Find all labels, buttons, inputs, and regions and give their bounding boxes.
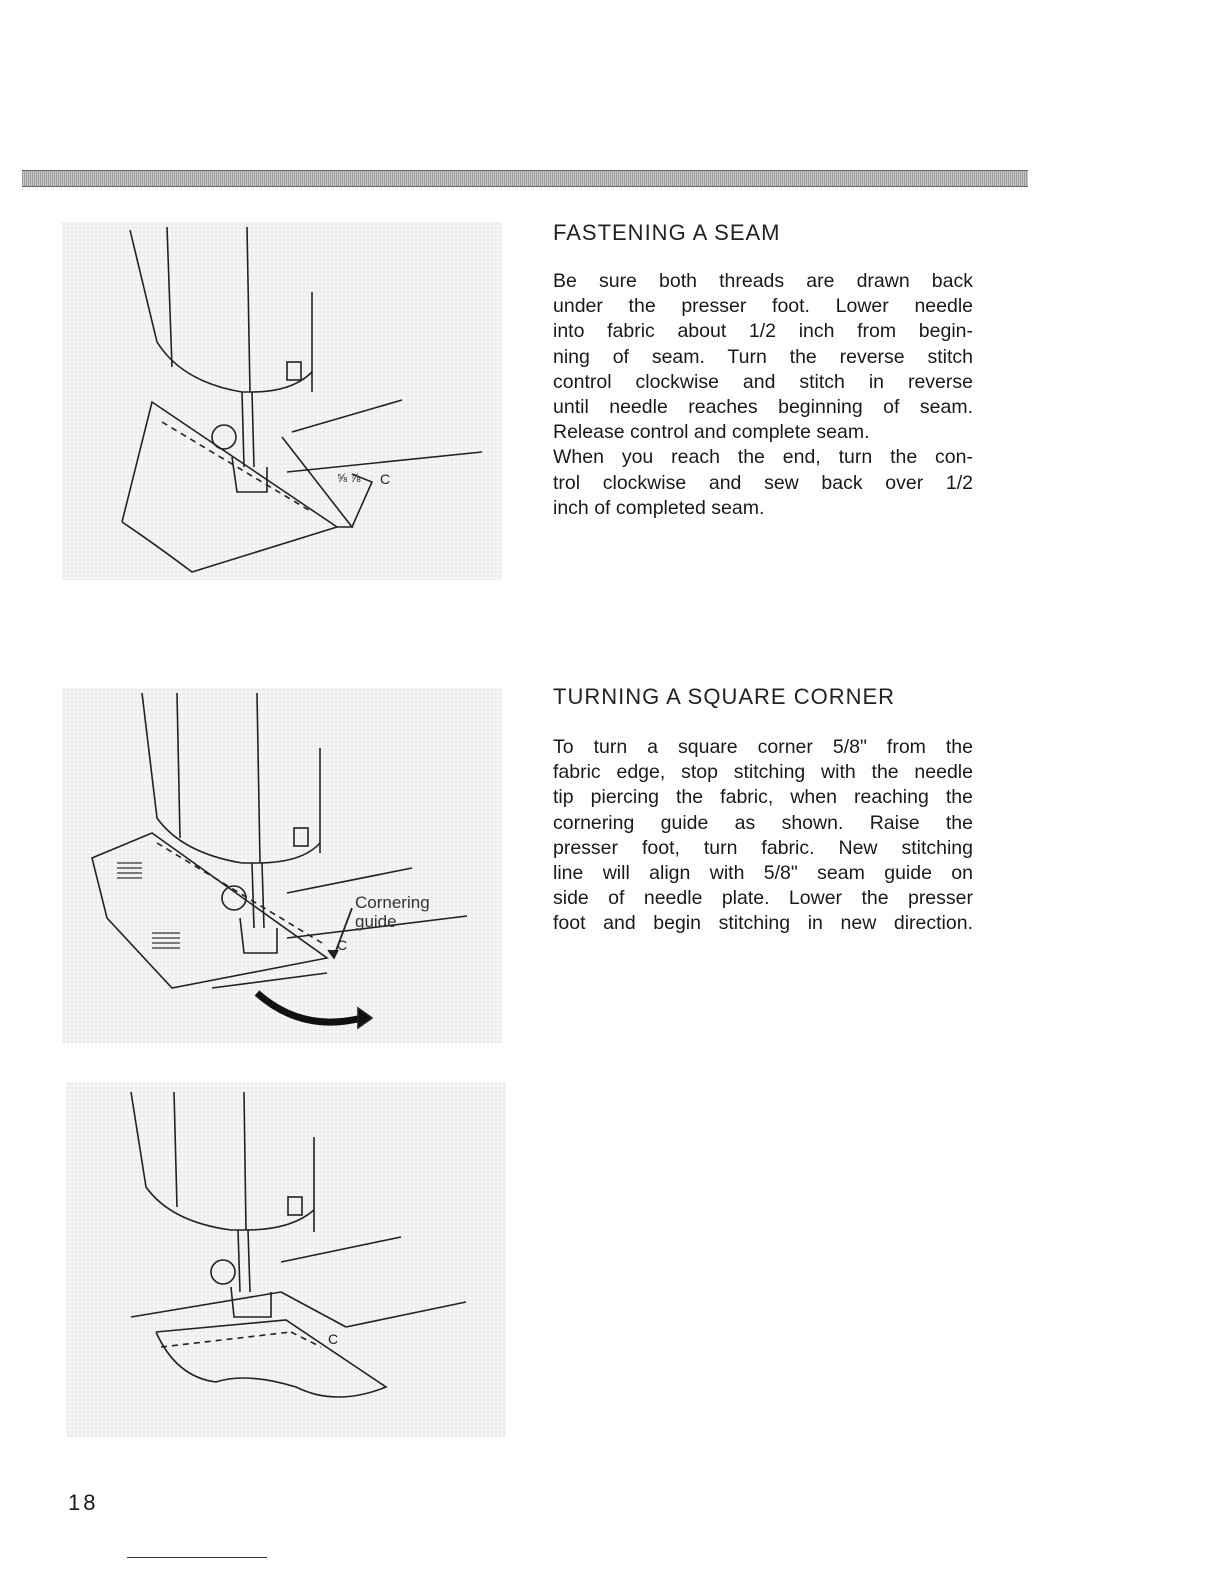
figure-new-direction [66, 1082, 506, 1437]
text-line: line will align with 5/8" seam guide on [553, 862, 973, 885]
text-line: side of needle plate. Lower the presser [553, 887, 973, 910]
header-rule [22, 170, 1028, 187]
text-line: under the presser foot. Lower needle [553, 295, 973, 318]
cornering-guide-label [355, 893, 430, 931]
section-body-corner [553, 735, 973, 937]
text-line: into fabric about 1/2 inch from begin- [553, 320, 973, 343]
text-line: until needle reaches beginning of seam. [553, 396, 973, 419]
label-line: Cornering [355, 893, 430, 912]
footer-rule [127, 1557, 267, 1558]
svg-text:⅝ ⅞: ⅝ ⅞ [337, 471, 361, 485]
svg-text:C: C [380, 471, 391, 487]
section-title-fastening: FASTENING A SEAM [553, 220, 781, 245]
svg-text:C: C [328, 1331, 339, 1347]
figure-turning-corner [62, 688, 502, 1043]
text-line: inch of completed seam. [553, 496, 765, 519]
text-line: ning of seam. Turn the reverse stitch [553, 345, 973, 368]
text-line: To turn a square corner 5/8" from the [553, 736, 973, 758]
svg-text:C: C [337, 937, 348, 953]
text-line: fabric edge, stop stitching with the needle [553, 761, 973, 784]
page-number: 18 [68, 1490, 99, 1515]
text-line: When you reach the end, turn the con- [553, 446, 973, 469]
text-line: foot and begin stitching in new direction. [553, 912, 973, 935]
text-line: Release control and complete seam. [553, 421, 870, 444]
text-line: cornering guide as shown. Raise the [553, 811, 973, 834]
label-line: guide [355, 912, 397, 931]
text-line: tip piercing the fabric, when reaching the [553, 786, 973, 809]
text-line: trol clockwise and sew back over 1/2 [553, 471, 973, 494]
figure-fastening-seam [62, 222, 502, 580]
text-line: presser foot, turn fabric. New stitching [553, 836, 973, 859]
section-body-fastening [553, 269, 973, 521]
text-line: Be sure both threads are drawn back [553, 270, 973, 292]
text-line: control clockwise and stitch in reverse [553, 370, 973, 393]
section-title-corner: TURNING A SQUARE CORNER [553, 684, 896, 709]
